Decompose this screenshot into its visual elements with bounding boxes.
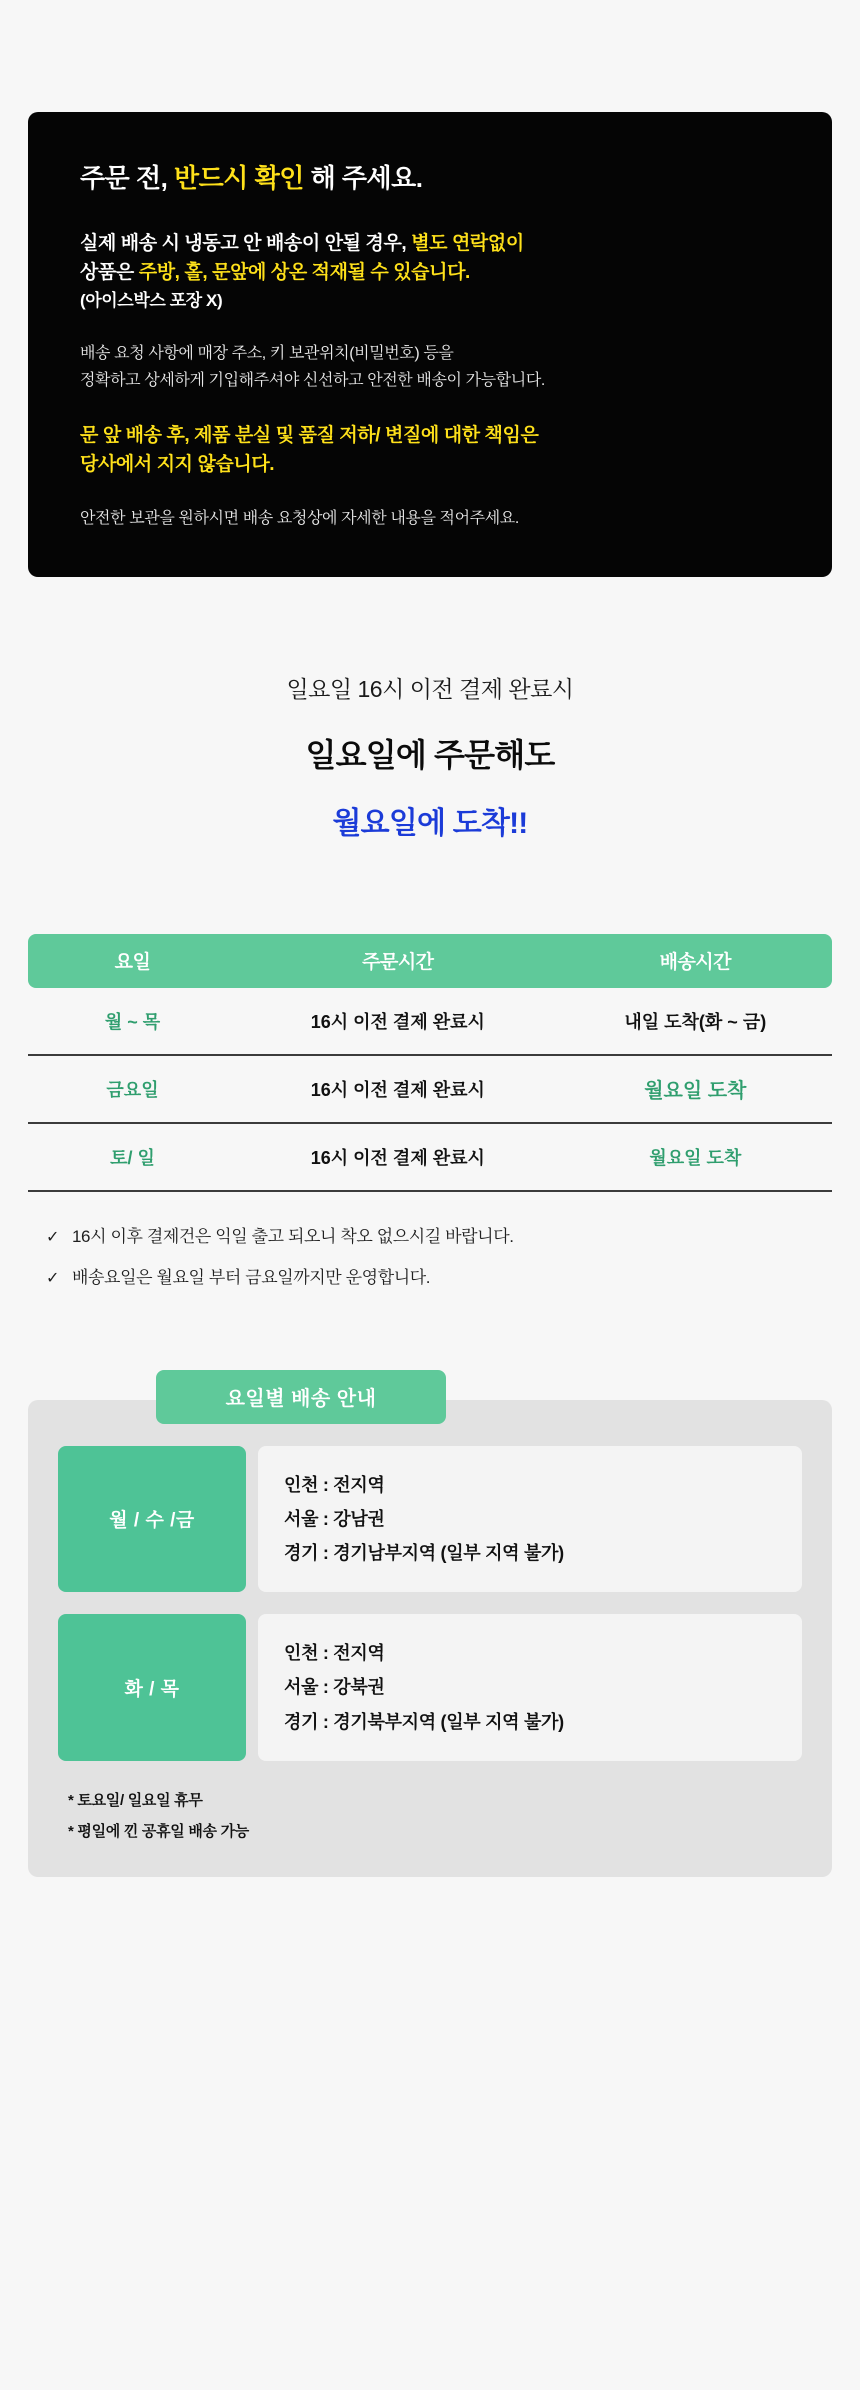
region-area-line: 경기 : 경기남부지역 (일부 지역 불가)	[284, 1543, 564, 1564]
list-item	[58, 1614, 802, 1761]
schedule-order-time: 16시 이전 결제 완료시	[310, 1147, 485, 1168]
region-guide-days: 월 / 수 /금	[58, 1446, 246, 1593]
schedule-order-time: 16시 이전 결제 완료시	[310, 1079, 485, 1100]
notice-title-highlight: 반드시 확인	[174, 163, 304, 193]
headline-line-2: 일요일에 주문해도	[305, 736, 555, 773]
region-guide-areas	[258, 1614, 802, 1761]
notice-request-line-2: 정확하고 상세하게 기입해주셔야 신선하고 안전한 배송이 가능합니다.	[80, 372, 545, 390]
schedule-day: 금요일	[106, 1079, 159, 1100]
region-area-line: 경기 : 경기북부지역 (일부 지역 불가)	[284, 1711, 564, 1732]
region-guide-areas	[258, 1446, 802, 1593]
schedule-header-row	[28, 934, 832, 988]
schedule-table	[28, 934, 832, 1288]
region-area-line: 인천 : 전지역	[284, 1474, 385, 1495]
list-item	[58, 1446, 802, 1593]
notice-warning-line-1-highlight: 별도 연락없이	[411, 233, 524, 254]
schedule-note-text: 배송요일은 월요일 부터 금요일까지만 운영합니다.	[72, 1267, 431, 1287]
headline-line-3: 월요일에 도착!!	[332, 806, 528, 840]
notice-panel	[28, 112, 832, 577]
schedule-delivery-time: 월요일 도착	[644, 1080, 747, 1103]
notice-warning-line-1	[80, 229, 780, 258]
notice-warning-line-1-text: 실제 배송 시 냉동고 안 배송이 안될 경우,	[80, 233, 412, 254]
notice-liability-line-1: 문 앞 배송 후, 제품 분실 및 품질 저하/ 변질에 대한 책임은	[80, 424, 539, 446]
headline-section	[28, 671, 832, 842]
notice-warning-block	[80, 229, 780, 314]
notice-warning-line-2-highlight: 주방, 홀, 문앞에 상온 적재될 수 있습니다.	[138, 262, 470, 284]
headline-line-1: 일요일 16시 이전 결제 완료시	[286, 675, 574, 702]
region-footnote: * 토요일/ 일요일 휴무	[68, 1791, 203, 1809]
schedule-order-time: 16시 이전 결제 완료시	[310, 1011, 485, 1032]
list-item	[46, 1222, 832, 1247]
check-icon: ✓	[46, 1228, 60, 1246]
region-guide-panel	[28, 1400, 832, 1877]
delivery-info-page	[0, 112, 860, 2390]
schedule-header-delivery-time: 배송시간	[659, 952, 732, 974]
notice-warning-line-2	[80, 258, 780, 287]
schedule-note-text: 16시 이후 결제건은 익일 출고 되오니 착오 없으시길 바랍니다.	[72, 1226, 514, 1246]
region-guide-section	[28, 1388, 832, 1877]
notice-request-line-1: 배송 요청 사항에 매장 주소, 키 보관위치(비밀번호) 등을	[80, 345, 454, 363]
notice-title-pre: 주문 전,	[80, 163, 175, 193]
notice-storage-block	[80, 505, 780, 532]
region-area-line: 서울 : 강남권	[284, 1508, 385, 1529]
region-guide-title: 요일별 배송 안내	[156, 1370, 446, 1424]
list-item	[46, 1263, 832, 1288]
notice-warning-line-3: (아이스박스 포장 X)	[80, 290, 223, 310]
schedule-header-day: 요일	[114, 952, 151, 974]
notice-liability-line-2: 당사에서 지지 않습니다.	[80, 454, 275, 476]
table-row	[28, 1056, 832, 1124]
notice-liability-block	[80, 421, 780, 480]
region-footnote: * 평일에 낀 공휴일 배송 가능	[68, 1822, 249, 1840]
region-guide-days: 화 / 목	[58, 1614, 246, 1761]
schedule-header-order-time: 주문시간	[362, 952, 434, 974]
table-row	[28, 988, 832, 1056]
schedule-day: 토/ 일	[110, 1147, 155, 1168]
notice-title-post: 해 주세요.	[303, 163, 423, 193]
notice-storage-line: 안전한 보관을 원하시면 배송 요청상에 자세한 내용을 적어주세요.	[80, 510, 519, 528]
check-icon: ✓	[46, 1269, 60, 1287]
schedule-day: 월 ~ 목	[104, 1011, 161, 1032]
schedule-delivery-time: 월요일 도착	[649, 1147, 742, 1168]
region-guide-footnotes	[58, 1783, 802, 1841]
schedule-notes	[28, 1222, 832, 1288]
schedule-delivery-time: 내일 도착(화 ~ 금)	[624, 1011, 767, 1032]
region-area-line: 인천 : 전지역	[284, 1643, 385, 1664]
notice-warning-line-2-text: 상품은	[80, 262, 139, 284]
region-area-line: 서울 : 강북권	[284, 1677, 385, 1698]
notice-request-block	[80, 340, 780, 394]
notice-title	[80, 158, 780, 195]
table-row	[28, 1124, 832, 1192]
